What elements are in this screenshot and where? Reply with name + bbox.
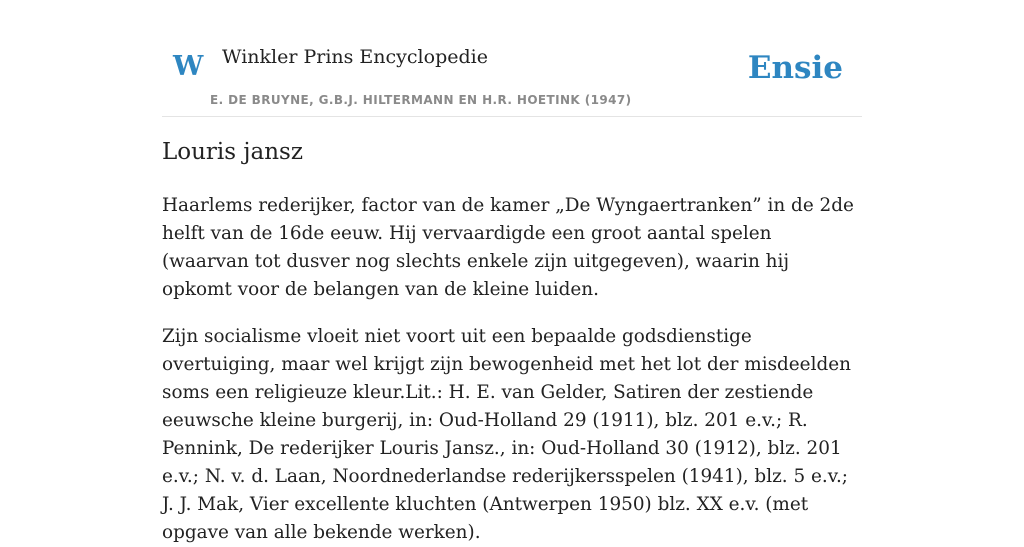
source-header [162, 0, 862, 117]
article-title: Louris jansz [162, 139, 303, 165]
article-paragraph: Zijn socialisme vloeit niet voort uit een bepaalde godsdienstige overtuiging, maar wel krijgt zijn bewogenheid met het lot der misdeelden soms een religieuze kleur.Lit.: H. E. van Gelder, Satiren der zestiende eeuwsche kleine burgerij, in: Oud-Holland 29 (1911), blz. 201 e.v.; R. Pennink, De rederijker Louris Jansz., in: Oud-Holland 30 (1912), blz. 201 e.v.; N. v. d. Laan, Noordnederlandse rederijkersspelen (1941), blz. 5 e.v.; J. J. Mak, Vier excellente kluchten (Antwerpen 1950) blz. XX e.v. (met opgave van alle bekende werken). [162, 326, 851, 543]
article-paragraph: Haarlems rederijker, factor van de kamer „De Wyngaertranken” in de 2de helft van de 16de eeuw. Hij vervaardigde een groot aantal spelen (waarvan tot dusver nog slechts enkele zijn uitgegeven), waarin hij opkomt voor de belangen van de kleine luiden. [162, 195, 854, 300]
source-logo[interactable]: W [173, 51, 204, 82]
source-authors: E. DE BRUYNE, G.B.J. HILTERMANN EN H.R. HOETINK (1947) [210, 93, 632, 107]
source-title[interactable]: Winkler Prins Encyclopedie [222, 46, 488, 68]
brand-logo[interactable]: Ensie [747, 50, 843, 86]
